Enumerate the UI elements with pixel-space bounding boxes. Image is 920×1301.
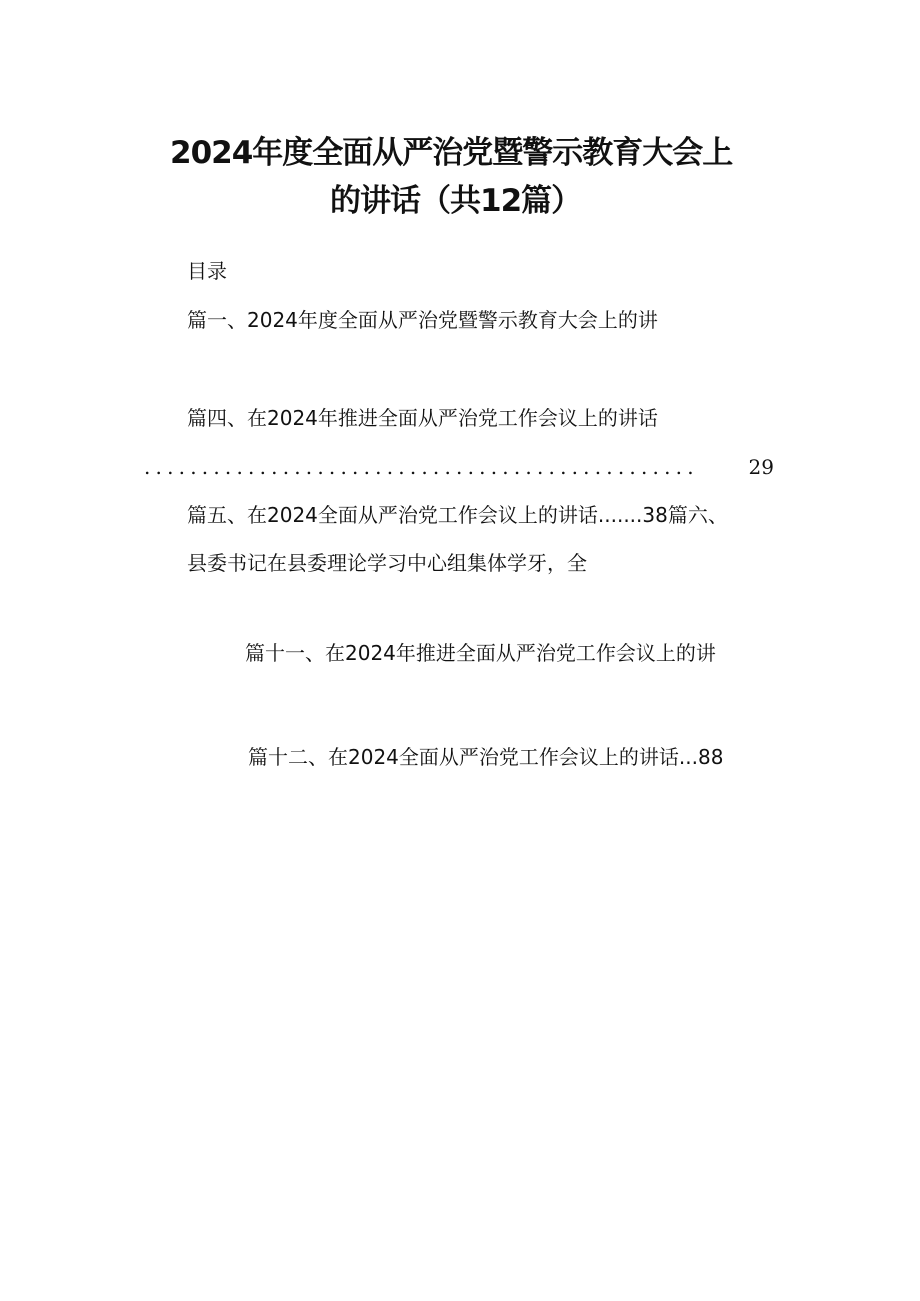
document-title-line-2: 的讲话（共12篇） <box>330 183 582 219</box>
toc-entry-6-continued: 县委书记在县委理论学习中心组集体学牙，全 <box>187 551 587 575</box>
toc-entry-12: 篇十二、在2024全面从严治党工作会议上的讲话...88 <box>248 745 724 769</box>
toc-heading: 目录 <box>187 259 227 283</box>
toc-entry-5: 篇五、在2024全面从严治党工作会议上的讲话.......38篇六、 <box>187 503 728 527</box>
toc-entry-4: 篇四、在2024年推进全面从严治党工作会议上的讲话 <box>187 406 658 430</box>
document-title-line-1: 2024年度全面从严治党暨警示教育大会上 <box>170 135 733 171</box>
toc-entry-11: 篇十一、在2024年推进全面从严治党工作会议上的讲 <box>245 641 716 665</box>
toc-dot-leader: ................................................ <box>144 455 699 479</box>
toc-entry-4-page: 29 <box>748 455 774 479</box>
toc-entry-4-leader-row <box>144 452 774 482</box>
toc-entry-1: 篇一、2024年度全面从严治党暨警示教育大会上的讲 <box>187 308 658 332</box>
